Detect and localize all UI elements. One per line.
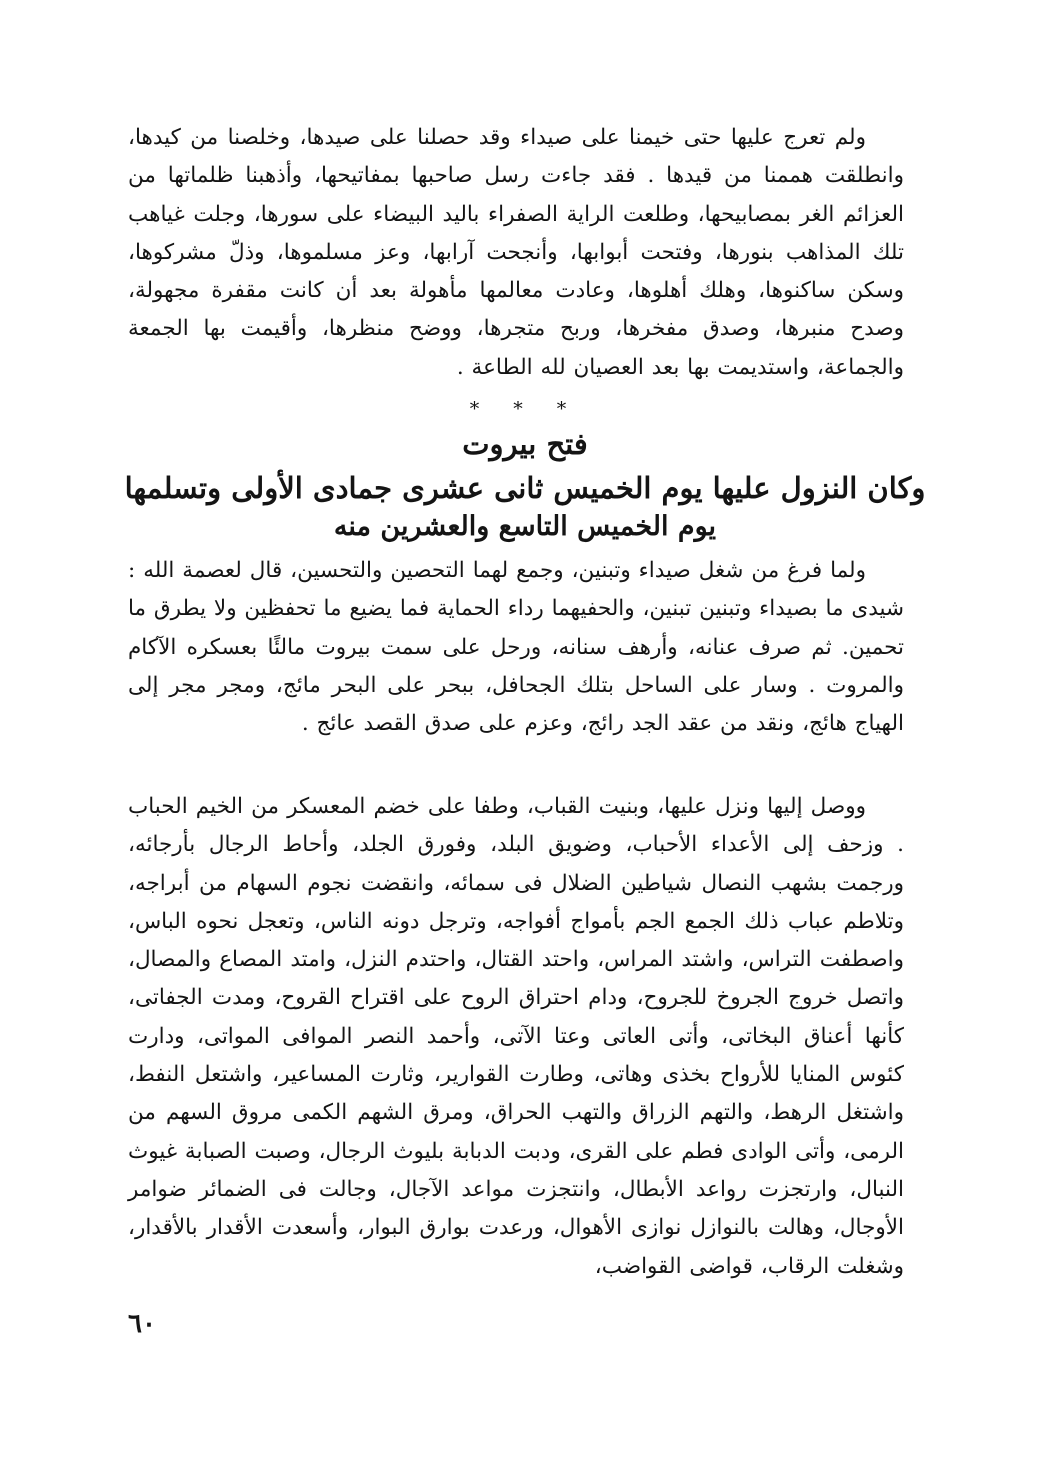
paragraph-text: ووصل إليها ونزل عليها، وبنيت القباب، وطفا على خضم المعسكر من الخيم الحباب . وزحف إلى الأعداء الأحباب، وضويق البلد، وفورق الجلد، وأحاط الرجال بأرجائه، ورجمت بشهب النصال شياطين الضلال فى سمائه، وانقضت نجوم السهام من أبراجه، وتلاطم عباب ذلك الجمع الجم بأمواج أفواجه، وترجل دونه الناس، وتعجل نحوه الباس، واصطفت التراس، واشتد المراس، واحتد القتال، واحتدم النزل، وامتد المصاع والمصال، واتصل خروج الجروخ للجروح، ودام احتراق الروح على اقتراح القروح، ومدت الجفاتى، كأنها أعناق البخاتى، وأتى العاتى وعتا الآتى، وأحمد النصر الموافى المواتى، ودارت كئوس المنايا للأرواح بخذى وهاتى، وطارت القوارير، وثارت المساعير، واشتعل النفط، واشتغل الرهط، والتهم الزراق والتهب الحراق، ومرق الشهم الكمى مروق السهم من الرمى، وأتى الوادى فطم على القرى، ودبت الدبابة بليوث الرجال، وصبت الصبابة غيوث النبال، وارتجزت رواعد الأبطال، وانتجزت مواعد الآجال، وجالت فى الضمائر ضوامر الأوجال، وهالت بالنوازل نوازى الأهوال، ورعدت بوارق البوار، وأسعدت الأقدار بالأقدار، وشغلت الرقاب، قواضى القواضب، xyxy=(128,794,904,1279)
paragraph-siege-of-beirut xyxy=(128,788,904,1286)
section-subtitle-line-1: وكان النزول عليها يوم الخميس ثانى عشرى جمادى الأولى وتسلمها xyxy=(124,471,926,505)
section-subtitle-line-2: يوم الخميس التاسع والعشرين منه xyxy=(333,511,717,542)
section-title: فتح بيروت xyxy=(462,427,588,461)
paragraph-march-to-beirut xyxy=(128,552,904,743)
paragraph-sidon-conquest xyxy=(128,119,904,387)
page-number: ٦٠ xyxy=(128,1309,156,1339)
section-separator: * * * xyxy=(469,398,581,420)
paragraph-text: ولما فرغ من شغل صيداء وتبنين، وجمع لهما التحصين والتحسين، قال لعصمة الله : شيدى ما بصيداء وتبنين تبنين، والحفيهما رداء الحماية فما يضيع ما تحفظين ولا يطرق ما تحمين. ثم صرف عنانه، وأرهف سنانه، ورحل على سمت بيروت مالئًا بعسكره الآكام والمروت . وسار على الساحل بتلك الجحافل، ببحر على البحر مائج، ومجر مجر إلى الهياج هائج، ونقد من عقد الجد رائج، وعزم على صدق القصد عائج . xyxy=(128,558,904,737)
paragraph-text: ولم تعرج عليها حتى خيمنا على صيداء وقد حصلنا على صيدها، وخلصنا من كيدها، وانطلقت هممنا من قيدها . فقد جاءت رسل صاحبها بمفاتيحها، وأذهبنا ظلماتها من العزائم الغر بمصابيحها، وطلعت الراية الصفراء باليد البيضاء على سورها، وجلت غياهب تلك المذاهب بنورها، وفتحت أبوابها، وأنجحت آرابها، وعز مسلموها، وذلّ مشركوها، وسكن ساكنوها، وهلك أهلوها، وعادت معالمها مأهولة بعد أن كانت مقفرة مجهولة، وصدح منبرها، وصدق مفخرها، وربح متجرها، ووضح منظرها، وأقيمت بها الجمعة والجماعة، واستديمت بها بعد العصيان لله الطاعة . xyxy=(128,125,904,380)
